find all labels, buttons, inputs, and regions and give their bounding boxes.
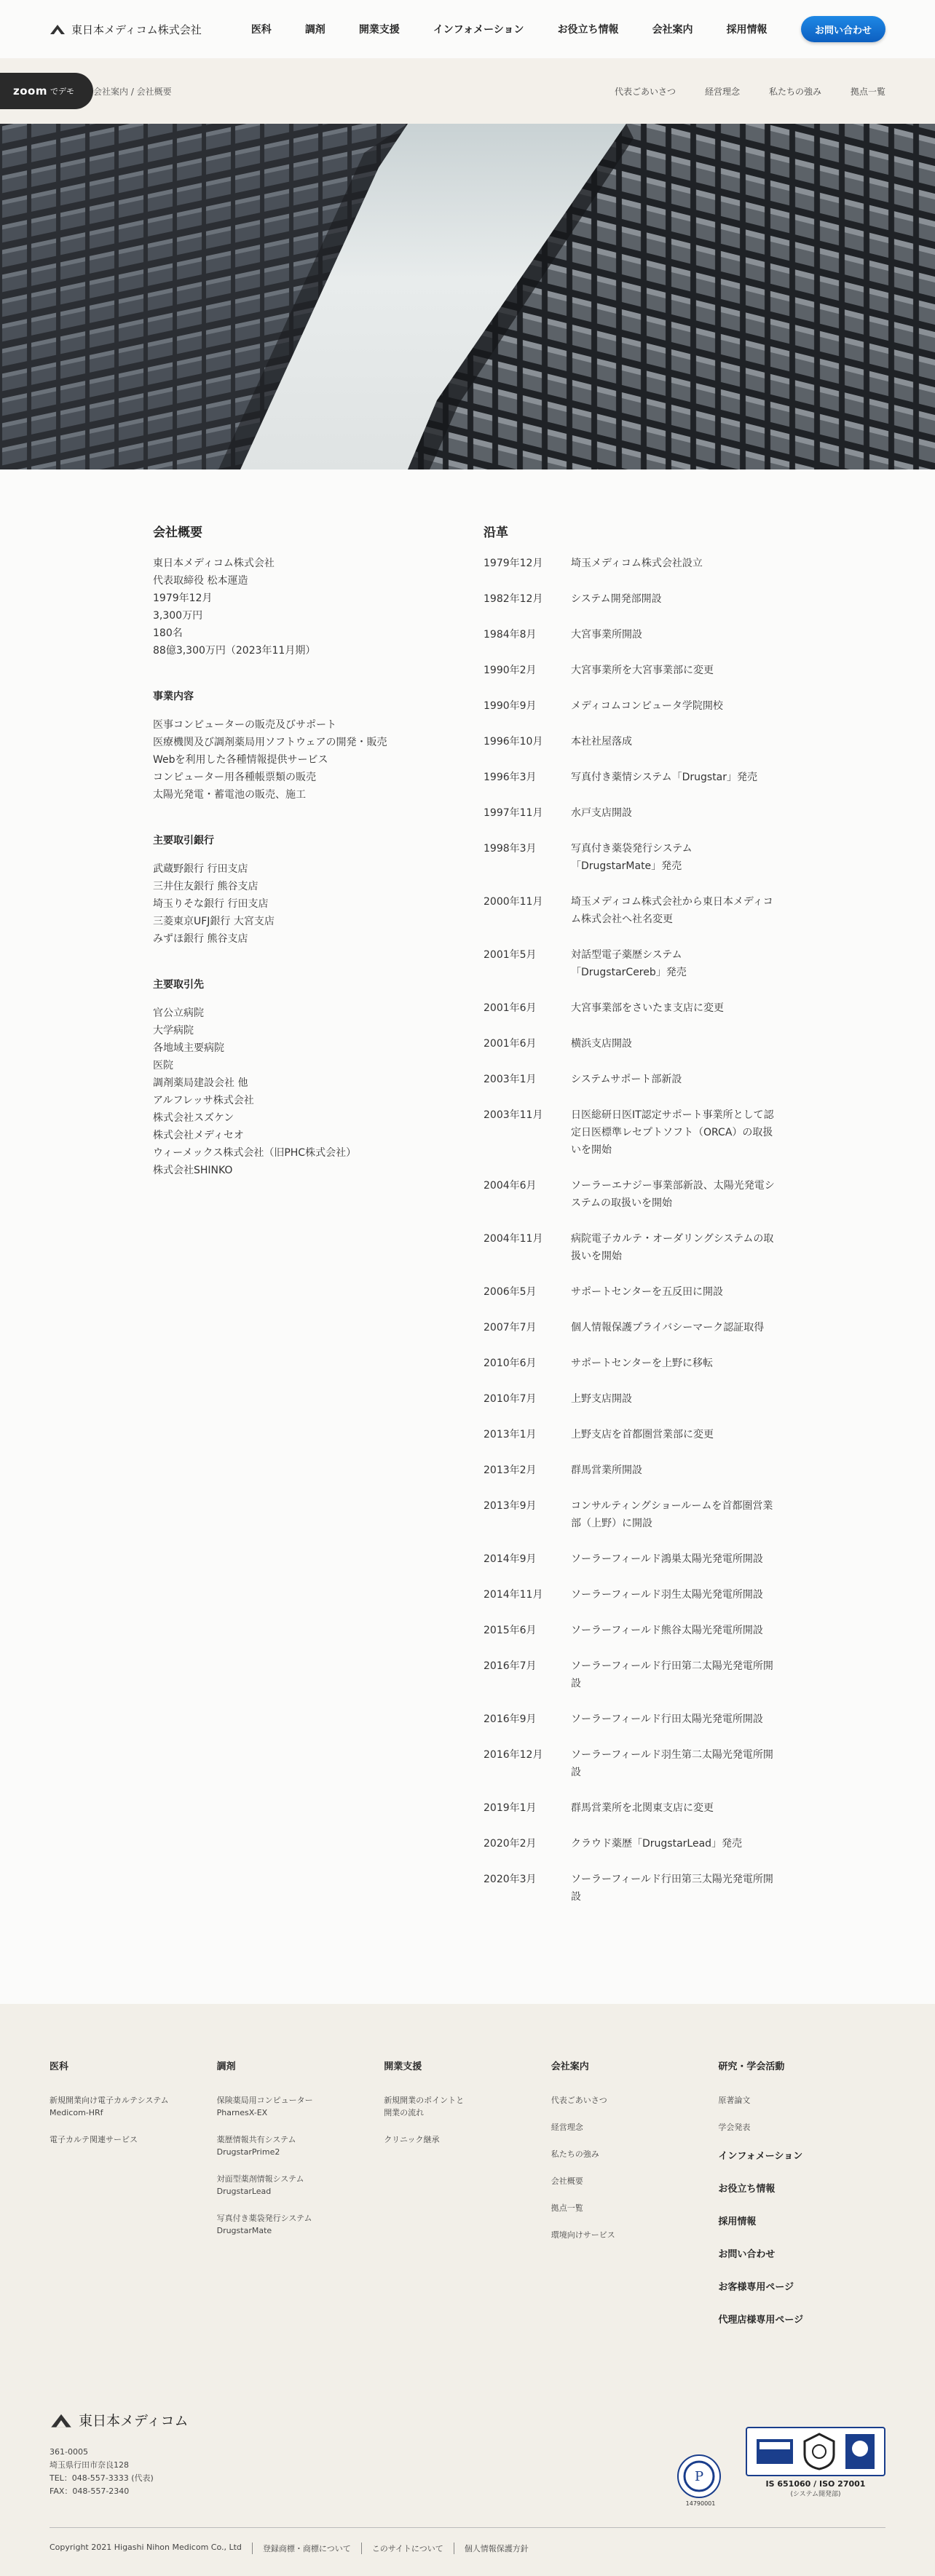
footer-column	[50, 2058, 217, 2345]
business-item: 医事コンピューターの販売及びサポート	[153, 719, 336, 731]
footer-link[interactable]: 原著論文	[718, 2096, 751, 2105]
legal-about-link[interactable]: このサイトについて	[371, 2544, 443, 2553]
nav-medical[interactable]: 医科	[250, 24, 272, 36]
footer-main-link[interactable]: お客様専用ページ	[718, 2282, 794, 2293]
history-item	[484, 733, 782, 750]
company-overview	[153, 522, 484, 1924]
history-date: 2020年2月	[484, 1838, 537, 1850]
client-item: ウィーメックス株式会社（旧PHC株式会社）	[153, 1147, 357, 1159]
history-event: 埼玉メディコム株式会社設立	[571, 558, 703, 569]
history-date: 2004年6月	[484, 1180, 537, 1192]
history-event: 対話型電子薬歴システム 「DrugstarCereb」発売	[571, 949, 687, 978]
footer-company	[50, 2410, 188, 2498]
history-event: クラウド薬歴「DrugstarLead」発売	[571, 1838, 743, 1850]
nav-opening-support[interactable]: 開業支援	[358, 24, 400, 36]
privacy-mark-icon	[677, 2454, 721, 2507]
footer-column-title[interactable]: 研究・学会活動	[718, 2061, 785, 2072]
client-item: アルフレッサ株式会社	[153, 1095, 254, 1106]
breadcrumb: 会社案内 / 会社概要	[93, 86, 172, 97]
bank-item: 三井住友銀行 熊谷支店	[153, 881, 259, 892]
history-item	[484, 1319, 782, 1336]
business-item: 医療機関及び調剤薬局用ソフトウェアの開発・販売	[153, 737, 387, 748]
history-date: 1979年12月	[484, 558, 543, 569]
history-event: ソーラーフィールド熊谷太陽光発電所開設	[571, 1625, 763, 1636]
bank-item: 三菱東京UFJ銀行 大宮支店	[153, 916, 275, 927]
footer-link[interactable]: 保険薬局用コンピューター PharnesX-EX	[216, 2096, 313, 2117]
bsi-icon	[802, 2433, 837, 2470]
history-item	[484, 1355, 782, 1372]
business-item: コンピューター用各種帳票類の販売	[153, 772, 316, 783]
copyright: Copyright 2021 Higashi Nihon Medicom Co., Ltd	[50, 2543, 242, 2552]
overview-line: 180名	[153, 627, 183, 639]
history-event: 横浜支店開設	[571, 1038, 632, 1050]
business-item: Webを利用した各種情報提供サービス	[153, 754, 328, 766]
subnav-philosophy[interactable]: 経営理念	[704, 86, 740, 97]
footer-column	[718, 2058, 885, 2345]
history-item	[484, 590, 782, 608]
history-date: 1990年2月	[484, 665, 537, 676]
history-date: 2010年7月	[484, 1393, 537, 1405]
history-date: 2001年5月	[484, 949, 537, 961]
site-footer	[0, 2004, 935, 2576]
history-date: 2013年2月	[484, 1465, 537, 1476]
history-event: ソーラーフィールド鴻巣太陽光発電所開設	[571, 1553, 763, 1565]
history-item	[484, 1550, 782, 1568]
history-item	[484, 1586, 782, 1604]
history-event: コンサルティングショールームを首都圏営業部（上野）に開設	[571, 1500, 773, 1529]
history-date: 2016年7月	[484, 1660, 537, 1672]
zoom-suffix: でデモ	[50, 87, 74, 96]
footer-link[interactable]: 新規開業向け電子カルテシステム Medicom-HRf	[50, 2096, 169, 2117]
history-item	[484, 1657, 782, 1692]
footer-column-title[interactable]: 開業支援	[384, 2061, 422, 2072]
client-item: 株式会社SHINKO	[153, 1165, 233, 1176]
history-date: 2013年1月	[484, 1429, 537, 1440]
main-content	[0, 469, 935, 1989]
privacy-number: 14790001	[685, 2500, 716, 2507]
hero-image	[0, 124, 935, 469]
history-item	[484, 769, 782, 786]
subnav-greeting[interactable]: 代表ごあいさつ	[614, 86, 676, 97]
history-item	[484, 1622, 782, 1639]
company-name: 東日本メディコム株式会社	[71, 23, 202, 36]
history-item	[484, 1230, 782, 1265]
nav-pharmacy[interactable]: 調剤	[304, 24, 326, 36]
history-date: 2006年5月	[484, 1286, 537, 1298]
subnav-links	[615, 85, 885, 98]
footer-link[interactable]: 学会発表	[718, 2123, 751, 2132]
iso-logos	[746, 2427, 885, 2476]
history-item	[484, 999, 782, 1017]
subnav-locations[interactable]: 拠点一覧	[850, 86, 885, 97]
iso-certification	[746, 2427, 885, 2498]
certifications	[677, 2427, 885, 2507]
footer-link[interactable]: 私たちの強み	[551, 2149, 599, 2159]
divider	[252, 2543, 253, 2554]
footer-column-title[interactable]: 会社案内	[551, 2061, 589, 2072]
history-event: 群馬営業所を北関東支店に変更	[571, 1802, 714, 1814]
history-item	[484, 555, 782, 572]
history-item	[484, 1106, 782, 1159]
business-list	[153, 716, 484, 804]
logo-mark-icon	[50, 2412, 73, 2428]
history-item	[484, 662, 782, 679]
overview-basic	[153, 555, 484, 659]
history-event: 上野支店を首都圏営業部に変更	[571, 1429, 714, 1440]
history-date: 2013年9月	[484, 1500, 537, 1512]
history-event: メディコムコンピュータ学院開校	[571, 700, 723, 712]
history-item	[484, 1390, 782, 1408]
history-date: 2014年11月	[484, 1589, 543, 1601]
history-event: 大宮事業所を大宮事業部に変更	[571, 665, 714, 676]
history-event: ソーラーフィールド行田第三太陽光発電所開設	[571, 1874, 773, 1903]
footer-link[interactable]: 拠点一覧	[551, 2203, 583, 2213]
client-item: 株式会社スズケン	[153, 1112, 234, 1124]
history-event: システムサポート部新設	[571, 1074, 682, 1085]
business-title: 事業内容	[153, 691, 194, 702]
skyscraper-image	[0, 124, 935, 469]
footer-link[interactable]: 写真付き薬袋発行システム DrugstarMate	[216, 2214, 312, 2235]
clients-title: 主要取引先	[153, 979, 204, 991]
subnav-strengths[interactable]: 私たちの強み	[768, 86, 821, 97]
history-event: 本社社屋落成	[571, 736, 632, 748]
footer-column-title[interactable]: 調剤	[216, 2061, 236, 2072]
history-title: 沿革	[484, 526, 508, 540]
history-event: ソーラーエナジー事業部新設、太陽光発電システムの取扱いを開始	[571, 1180, 775, 1209]
nav-useful-info[interactable]: お役立ち情報	[557, 24, 619, 36]
global-nav	[251, 22, 768, 36]
overview-line: 88億3,300万円（2023年11月期）	[153, 645, 316, 657]
iso-text: IS 651060 / ISO 27001	[765, 2479, 866, 2489]
legal-trademark-link[interactable]: 登録商標・商標について	[262, 2544, 351, 2553]
footer-link[interactable]: 経営理念	[551, 2123, 583, 2132]
history-date: 1996年3月	[484, 772, 537, 783]
company-logo[interactable]	[50, 22, 202, 37]
history-event: ソーラーフィールド羽生第二太陽光発電所開設	[571, 1749, 773, 1778]
client-item: 医院	[153, 1060, 173, 1071]
client-item: 各地域主要病院	[153, 1042, 224, 1054]
address-line: TEL：048-557-3333 (代表)	[50, 2473, 154, 2483]
history-event: ソーラーフィールド行田第二太陽光発電所開設	[571, 1660, 773, 1689]
history-date: 2014年9月	[484, 1553, 537, 1565]
history-item	[484, 626, 782, 643]
footer-main-link[interactable]: お問い合わせ	[718, 2249, 776, 2260]
history-date: 2004年11月	[484, 1233, 543, 1245]
history-date: 2020年3月	[484, 1874, 537, 1885]
history-event: 大宮事業所開設	[571, 629, 642, 641]
sub-nav	[0, 58, 935, 124]
footer-bottom	[50, 2410, 885, 2507]
history-list	[484, 555, 782, 1906]
divider	[361, 2543, 362, 2554]
banks-list	[153, 860, 484, 948]
history-date: 2003年1月	[484, 1074, 537, 1085]
address-line: 361-0005	[50, 2447, 88, 2457]
history-item	[484, 840, 782, 875]
overview-title: 会社概要	[153, 526, 202, 540]
history-date: 2003年11月	[484, 1109, 543, 1121]
footer-link[interactable]: 対面型薬剤情報システム DrugstarLead	[216, 2174, 304, 2196]
history-event: サポートセンターを五反田に開設	[571, 1286, 724, 1298]
history-event: ソーラーフィールド羽生太陽光発電所開設	[571, 1589, 763, 1601]
history-date: 2015年6月	[484, 1625, 537, 1636]
footer-address	[50, 2446, 188, 2498]
footer-link[interactable]: 会社概要	[551, 2176, 583, 2186]
overview-line: 東日本メディコム株式会社	[153, 558, 275, 569]
overview-line: 代表取締役 松本運造	[153, 575, 248, 587]
overview-line: 1979年12月	[153, 593, 213, 604]
history-item	[484, 1871, 782, 1906]
history-item	[484, 1799, 782, 1817]
footer-main-link[interactable]: 代理店様専用ページ	[718, 2315, 804, 2326]
history-item	[484, 1071, 782, 1088]
logo-mark-icon	[50, 23, 66, 35]
history-item	[484, 1283, 782, 1301]
legal-privacy-link[interactable]: 個人情報保護方針	[464, 2544, 529, 2553]
footer-main-link[interactable]: インフォメーション	[718, 2151, 803, 2162]
footer-link[interactable]: 電子カルテ関連サービス	[50, 2135, 138, 2144]
client-item: 株式会社メディセオ	[153, 1130, 244, 1141]
footer-link[interactable]: 代表ごあいさつ	[551, 2096, 607, 2105]
history-event: 水戸支店開設	[571, 807, 632, 819]
svg-text:P: P	[694, 2469, 704, 2484]
history-event: 写真付き薬袋発行システム 「DrugstarMate」発売	[571, 843, 693, 872]
contact-button[interactable]: お問い合わせ	[801, 16, 885, 42]
overview-line: 3,300万円	[153, 610, 203, 622]
nav-information[interactable]: インフォメーション	[433, 24, 524, 36]
history-date: 2007年7月	[484, 1322, 537, 1333]
history-date: 2016年9月	[484, 1713, 537, 1725]
address-line: 埼玉県行田市奈良128	[50, 2460, 129, 2470]
site-header	[0, 0, 935, 58]
history-date: 1998年3月	[484, 843, 537, 855]
history-event: ソーラーフィールド行田太陽光発電所開設	[571, 1713, 763, 1725]
history-date: 2019年1月	[484, 1802, 537, 1814]
history-date: 1984年8月	[484, 629, 537, 641]
bank-item: みずほ銀行 熊谷支店	[153, 933, 248, 945]
history-date: 2001年6月	[484, 1038, 537, 1050]
history-event: 埼玉メディコム株式会社から東日本メディコム株式会社へ社名変更	[571, 896, 773, 925]
history-event: 上野支店開設	[571, 1393, 632, 1405]
bank-item: 埼玉りそな銀行 行田支店	[153, 898, 269, 910]
footer-link[interactable]: 新規開業のポイントと 開業の流れ	[384, 2096, 465, 2117]
history-event: サポートセンターを上野に移転	[571, 1358, 714, 1369]
history-item	[484, 1035, 782, 1053]
history-item	[484, 1711, 782, 1728]
history-item	[484, 1835, 782, 1852]
history-item	[484, 1177, 782, 1212]
history-date: 2000年11月	[484, 896, 543, 908]
client-item: 官公立病院	[153, 1007, 204, 1019]
history-event: 群馬営業所開設	[571, 1465, 642, 1476]
history-item	[484, 1426, 782, 1443]
history-event: 日医総研日医IT認定サポート事業所として認定日医標準レセプトソフト（ORCA）の取扱いを開始	[571, 1109, 774, 1156]
footer-main-link[interactable]: 採用情報	[718, 2216, 757, 2227]
footer-link[interactable]: クリニック継承	[384, 2135, 440, 2144]
nav-company[interactable]: 会社案内	[652, 24, 693, 36]
iso-subtext: (システム開発部)	[790, 2491, 841, 2498]
history-event: 個人情報保護プライバシーマーク認証取得	[571, 1322, 765, 1333]
history-date: 1982年12月	[484, 593, 543, 605]
history-item	[484, 697, 782, 715]
banks-title: 主要取引銀行	[153, 835, 214, 847]
copyright-bar	[50, 2527, 885, 2554]
footer-column	[217, 2058, 384, 2345]
anab-icon	[755, 2433, 794, 2470]
footer-columns	[50, 2058, 885, 2345]
zoom-brand: zoom	[13, 84, 47, 98]
history-item	[484, 946, 782, 981]
client-item: 大学病院	[153, 1025, 194, 1037]
history-date: 1990年9月	[484, 700, 537, 712]
history-event: 大宮事業部をさいたま支店に変更	[571, 1002, 724, 1014]
history-item	[484, 1746, 782, 1781]
footer-logo[interactable]	[50, 2410, 188, 2430]
history-date: 1997年11月	[484, 807, 543, 819]
clients-list	[153, 1004, 484, 1179]
business-item: 太陽光発電・蓄電池の販売、施工	[153, 789, 306, 801]
history-event: 写真付き薬情システム「Drugstar」発売	[571, 772, 758, 783]
bank-item: 武蔵野銀行 行田支店	[153, 863, 248, 875]
client-item: 調剤薬局建設会社 他	[153, 1077, 248, 1089]
ukas-icon	[844, 2433, 876, 2470]
history-date: 2010年6月	[484, 1358, 537, 1369]
history-item	[484, 1497, 782, 1532]
history-event: 病院電子カルテ・オーダリングシステムの取扱いを開始	[571, 1233, 774, 1262]
footer-link[interactable]: 薬歴情報共有システム DrugstarPrime2	[216, 2135, 296, 2157]
history-item	[484, 1462, 782, 1479]
history-item	[484, 893, 782, 928]
footer-column	[551, 2058, 719, 2345]
history-date: 2016年12月	[484, 1749, 543, 1761]
company-history	[484, 522, 782, 1924]
nav-recruit[interactable]: 採用情報	[726, 24, 768, 36]
history-event: システム開発部開設	[571, 593, 662, 605]
footer-brand: 東日本メディコム	[79, 2413, 189, 2429]
footer-link[interactable]: 環境向けサービス	[551, 2230, 615, 2240]
footer-column	[384, 2058, 551, 2345]
history-date: 2001年6月	[484, 1002, 537, 1014]
zoom-demo-button[interactable]	[0, 73, 93, 109]
history-item	[484, 804, 782, 822]
footer-main-link[interactable]: お役立ち情報	[718, 2184, 776, 2195]
history-date: 1996年10月	[484, 736, 543, 748]
footer-column-title[interactable]: 医科	[50, 2061, 69, 2072]
address-line: FAX：048-557-2340	[50, 2486, 130, 2496]
